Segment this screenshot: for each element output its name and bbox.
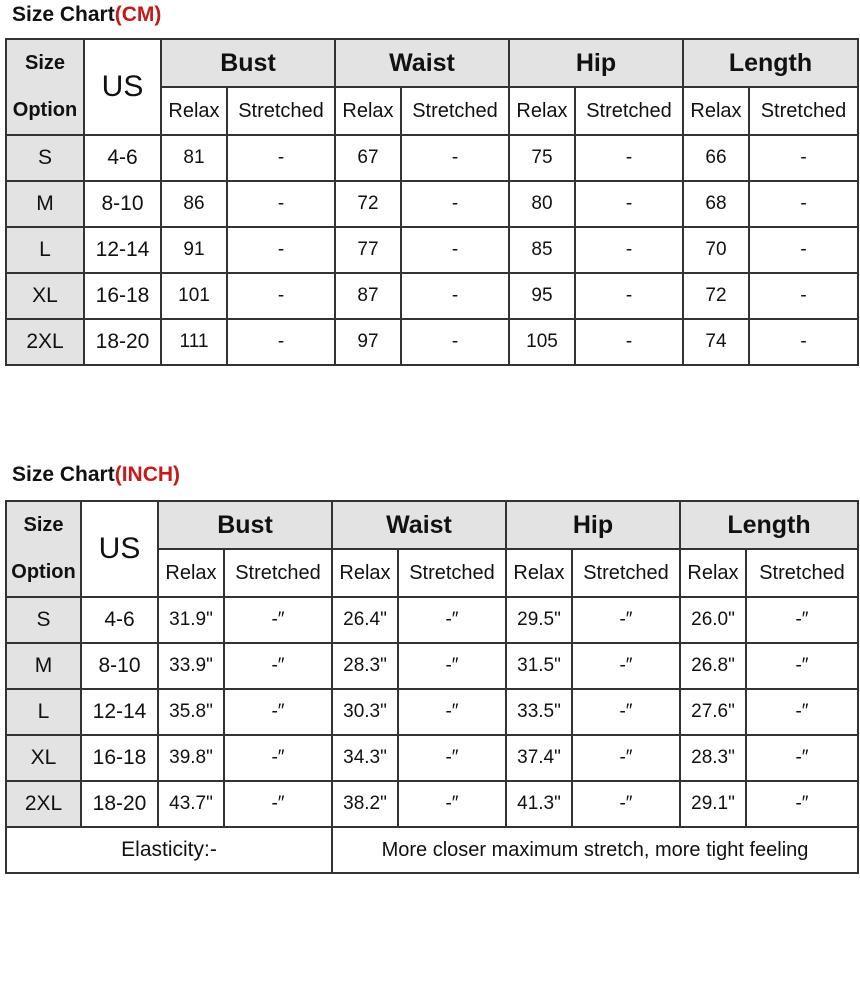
bust-relax-cell: 81 (161, 135, 227, 181)
bust-stretched-header: Stretched (224, 549, 332, 597)
waist-stretched-cell: - (401, 135, 509, 181)
us-cell: 16-18 (84, 273, 161, 319)
waist-relax-header: Relax (332, 549, 398, 597)
header-row-groups (6, 501, 858, 549)
us-cell: 8-10 (81, 643, 158, 689)
table-row (6, 135, 858, 181)
bust-stretched-cell: -″ (224, 597, 332, 643)
hip-relax-header: Relax (509, 87, 575, 135)
table-row (6, 227, 858, 273)
size-header-bottom: Option (12, 99, 78, 121)
us-cell: 4-6 (81, 597, 158, 643)
bust-stretched-header: Stretched (227, 87, 335, 135)
hip-stretched-cell: -″ (572, 735, 680, 781)
bust-relax-cell: 111 (161, 319, 227, 365)
length-relax-cell: 70 (683, 227, 749, 273)
inch-size-table (5, 500, 859, 874)
inch-title-unit: (INCH) (114, 463, 181, 486)
bust-relax-cell: 101 (161, 273, 227, 319)
bust-relax-header: Relax (161, 87, 227, 135)
hip-relax-cell: 75 (509, 135, 575, 181)
length-stretched-cell: -″ (746, 781, 858, 827)
us-cell: 18-20 (81, 781, 158, 827)
length-stretched-cell: - (749, 273, 858, 319)
length-stretched-cell: -″ (746, 735, 858, 781)
hip-stretched-header: Stretched (575, 87, 683, 135)
length-relax-header: Relax (680, 549, 746, 597)
hip-header: Hip (509, 39, 683, 87)
length-relax-cell: 28.3" (680, 735, 746, 781)
hip-stretched-cell: -″ (572, 597, 680, 643)
length-relax-cell: 29.1" (680, 781, 746, 827)
hip-relax-cell: 80 (509, 181, 575, 227)
table-row (6, 319, 858, 365)
us-header: US (84, 39, 161, 135)
hip-stretched-cell: - (575, 227, 683, 273)
table-row (6, 181, 858, 227)
cm-chart-title (12, 3, 161, 27)
hip-relax-cell: 105 (509, 319, 575, 365)
bust-stretched-cell: -″ (224, 735, 332, 781)
waist-relax-cell: 38.2" (332, 781, 398, 827)
bust-relax-cell: 43.7" (158, 781, 224, 827)
bust-relax-cell: 39.8" (158, 735, 224, 781)
bust-stretched-cell: - (227, 135, 335, 181)
length-relax-cell: 27.6" (680, 689, 746, 735)
hip-relax-cell: 95 (509, 273, 575, 319)
waist-relax-cell: 72 (335, 181, 401, 227)
us-header: US (81, 501, 158, 597)
table-row (6, 643, 858, 689)
waist-header: Waist (335, 39, 509, 87)
hip-header: Hip (506, 501, 680, 549)
table-row (6, 597, 858, 643)
bust-stretched-cell: - (227, 181, 335, 227)
size-option-header (6, 501, 81, 597)
cm-title-unit: (CM) (114, 3, 162, 26)
waist-stretched-header: Stretched (398, 549, 506, 597)
waist-relax-cell: 30.3" (332, 689, 398, 735)
header-row-groups (6, 39, 858, 87)
waist-relax-cell: 26.4" (332, 597, 398, 643)
table-row (6, 273, 858, 319)
size-header-top: Size (23, 514, 64, 536)
length-stretched-cell: -″ (746, 689, 858, 735)
waist-stretched-cell: -″ (398, 597, 506, 643)
table-row (6, 781, 858, 827)
waist-stretched-header: Stretched (401, 87, 509, 135)
length-stretched-cell: - (749, 319, 858, 365)
waist-relax-cell: 67 (335, 135, 401, 181)
length-stretched-header: Stretched (749, 87, 858, 135)
size-cell: L (6, 689, 81, 735)
length-relax-cell: 68 (683, 181, 749, 227)
size-cell: 2XL (6, 781, 81, 827)
size-cell: S (6, 597, 81, 643)
bust-relax-cell: 91 (161, 227, 227, 273)
waist-relax-cell: 28.3" (332, 643, 398, 689)
table-row (6, 735, 858, 781)
bust-header: Bust (158, 501, 332, 549)
bust-stretched-cell: -″ (224, 643, 332, 689)
inch-title-prefix: Size Chart (12, 463, 115, 486)
waist-stretched-cell: -″ (398, 643, 506, 689)
waist-stretched-cell: -″ (398, 735, 506, 781)
length-stretched-cell: -″ (746, 643, 858, 689)
hip-relax-cell: 41.3" (506, 781, 572, 827)
table-row (6, 689, 858, 735)
inch-chart-title (12, 463, 180, 487)
size-cell: M (6, 181, 84, 227)
hip-relax-cell: 85 (509, 227, 575, 273)
length-relax-cell: 72 (683, 273, 749, 319)
waist-relax-cell: 77 (335, 227, 401, 273)
bust-stretched-cell: - (227, 273, 335, 319)
waist-stretched-cell: - (401, 227, 509, 273)
bust-stretched-cell: -″ (224, 689, 332, 735)
hip-relax-cell: 31.5" (506, 643, 572, 689)
us-cell: 18-20 (84, 319, 161, 365)
hip-relax-cell: 33.5" (506, 689, 572, 735)
hip-stretched-cell: -″ (572, 643, 680, 689)
hip-stretched-cell: - (575, 273, 683, 319)
hip-stretched-cell: -″ (572, 689, 680, 735)
length-relax-cell: 26.8" (680, 643, 746, 689)
length-stretched-cell: -″ (746, 597, 858, 643)
us-cell: 4-6 (84, 135, 161, 181)
cm-title-prefix: Size Chart (12, 3, 115, 26)
hip-relax-header: Relax (506, 549, 572, 597)
length-stretched-cell: - (749, 227, 858, 273)
waist-stretched-cell: - (401, 319, 509, 365)
length-stretched-cell: - (749, 181, 858, 227)
length-stretched-header: Stretched (746, 549, 858, 597)
us-cell: 12-14 (81, 689, 158, 735)
length-relax-cell: 74 (683, 319, 749, 365)
size-header-bottom: Option (11, 561, 76, 583)
us-cell: 8-10 (84, 181, 161, 227)
cm-size-table (5, 38, 859, 366)
bust-stretched-cell: - (227, 227, 335, 273)
hip-relax-cell: 37.4" (506, 735, 572, 781)
waist-relax-header: Relax (335, 87, 401, 135)
size-option-header (6, 39, 84, 135)
bust-relax-cell: 86 (161, 181, 227, 227)
bust-stretched-cell: - (227, 319, 335, 365)
length-relax-cell: 26.0" (680, 597, 746, 643)
elasticity-description: More closer maximum stretch, more tight feeling (332, 827, 858, 873)
us-cell: 16-18 (81, 735, 158, 781)
bust-relax-cell: 31.9" (158, 597, 224, 643)
length-header: Length (683, 39, 858, 87)
waist-header: Waist (332, 501, 506, 549)
bust-stretched-cell: -″ (224, 781, 332, 827)
bust-relax-cell: 35.8" (158, 689, 224, 735)
bust-relax-header: Relax (158, 549, 224, 597)
length-stretched-cell: - (749, 135, 858, 181)
length-header: Length (680, 501, 858, 549)
elasticity-row (6, 827, 858, 873)
hip-stretched-cell: - (575, 135, 683, 181)
length-relax-header: Relax (683, 87, 749, 135)
bust-header: Bust (161, 39, 335, 87)
size-cell: XL (6, 735, 81, 781)
hip-stretched-cell: - (575, 181, 683, 227)
bust-relax-cell: 33.9" (158, 643, 224, 689)
waist-stretched-cell: - (401, 273, 509, 319)
hip-stretched-header: Stretched (572, 549, 680, 597)
hip-stretched-cell: -″ (572, 781, 680, 827)
size-cell: S (6, 135, 84, 181)
hip-relax-cell: 29.5" (506, 597, 572, 643)
size-cell: L (6, 227, 84, 273)
size-cell: 2XL (6, 319, 84, 365)
waist-relax-cell: 97 (335, 319, 401, 365)
waist-stretched-cell: - (401, 181, 509, 227)
size-cell: XL (6, 273, 84, 319)
size-header-top: Size (24, 52, 66, 74)
waist-stretched-cell: -″ (398, 781, 506, 827)
length-relax-cell: 66 (683, 135, 749, 181)
waist-relax-cell: 34.3" (332, 735, 398, 781)
waist-stretched-cell: -″ (398, 689, 506, 735)
size-cell: M (6, 643, 81, 689)
hip-stretched-cell: - (575, 319, 683, 365)
us-cell: 12-14 (84, 227, 161, 273)
elasticity-label: Elasticity:- (6, 827, 332, 873)
waist-relax-cell: 87 (335, 273, 401, 319)
